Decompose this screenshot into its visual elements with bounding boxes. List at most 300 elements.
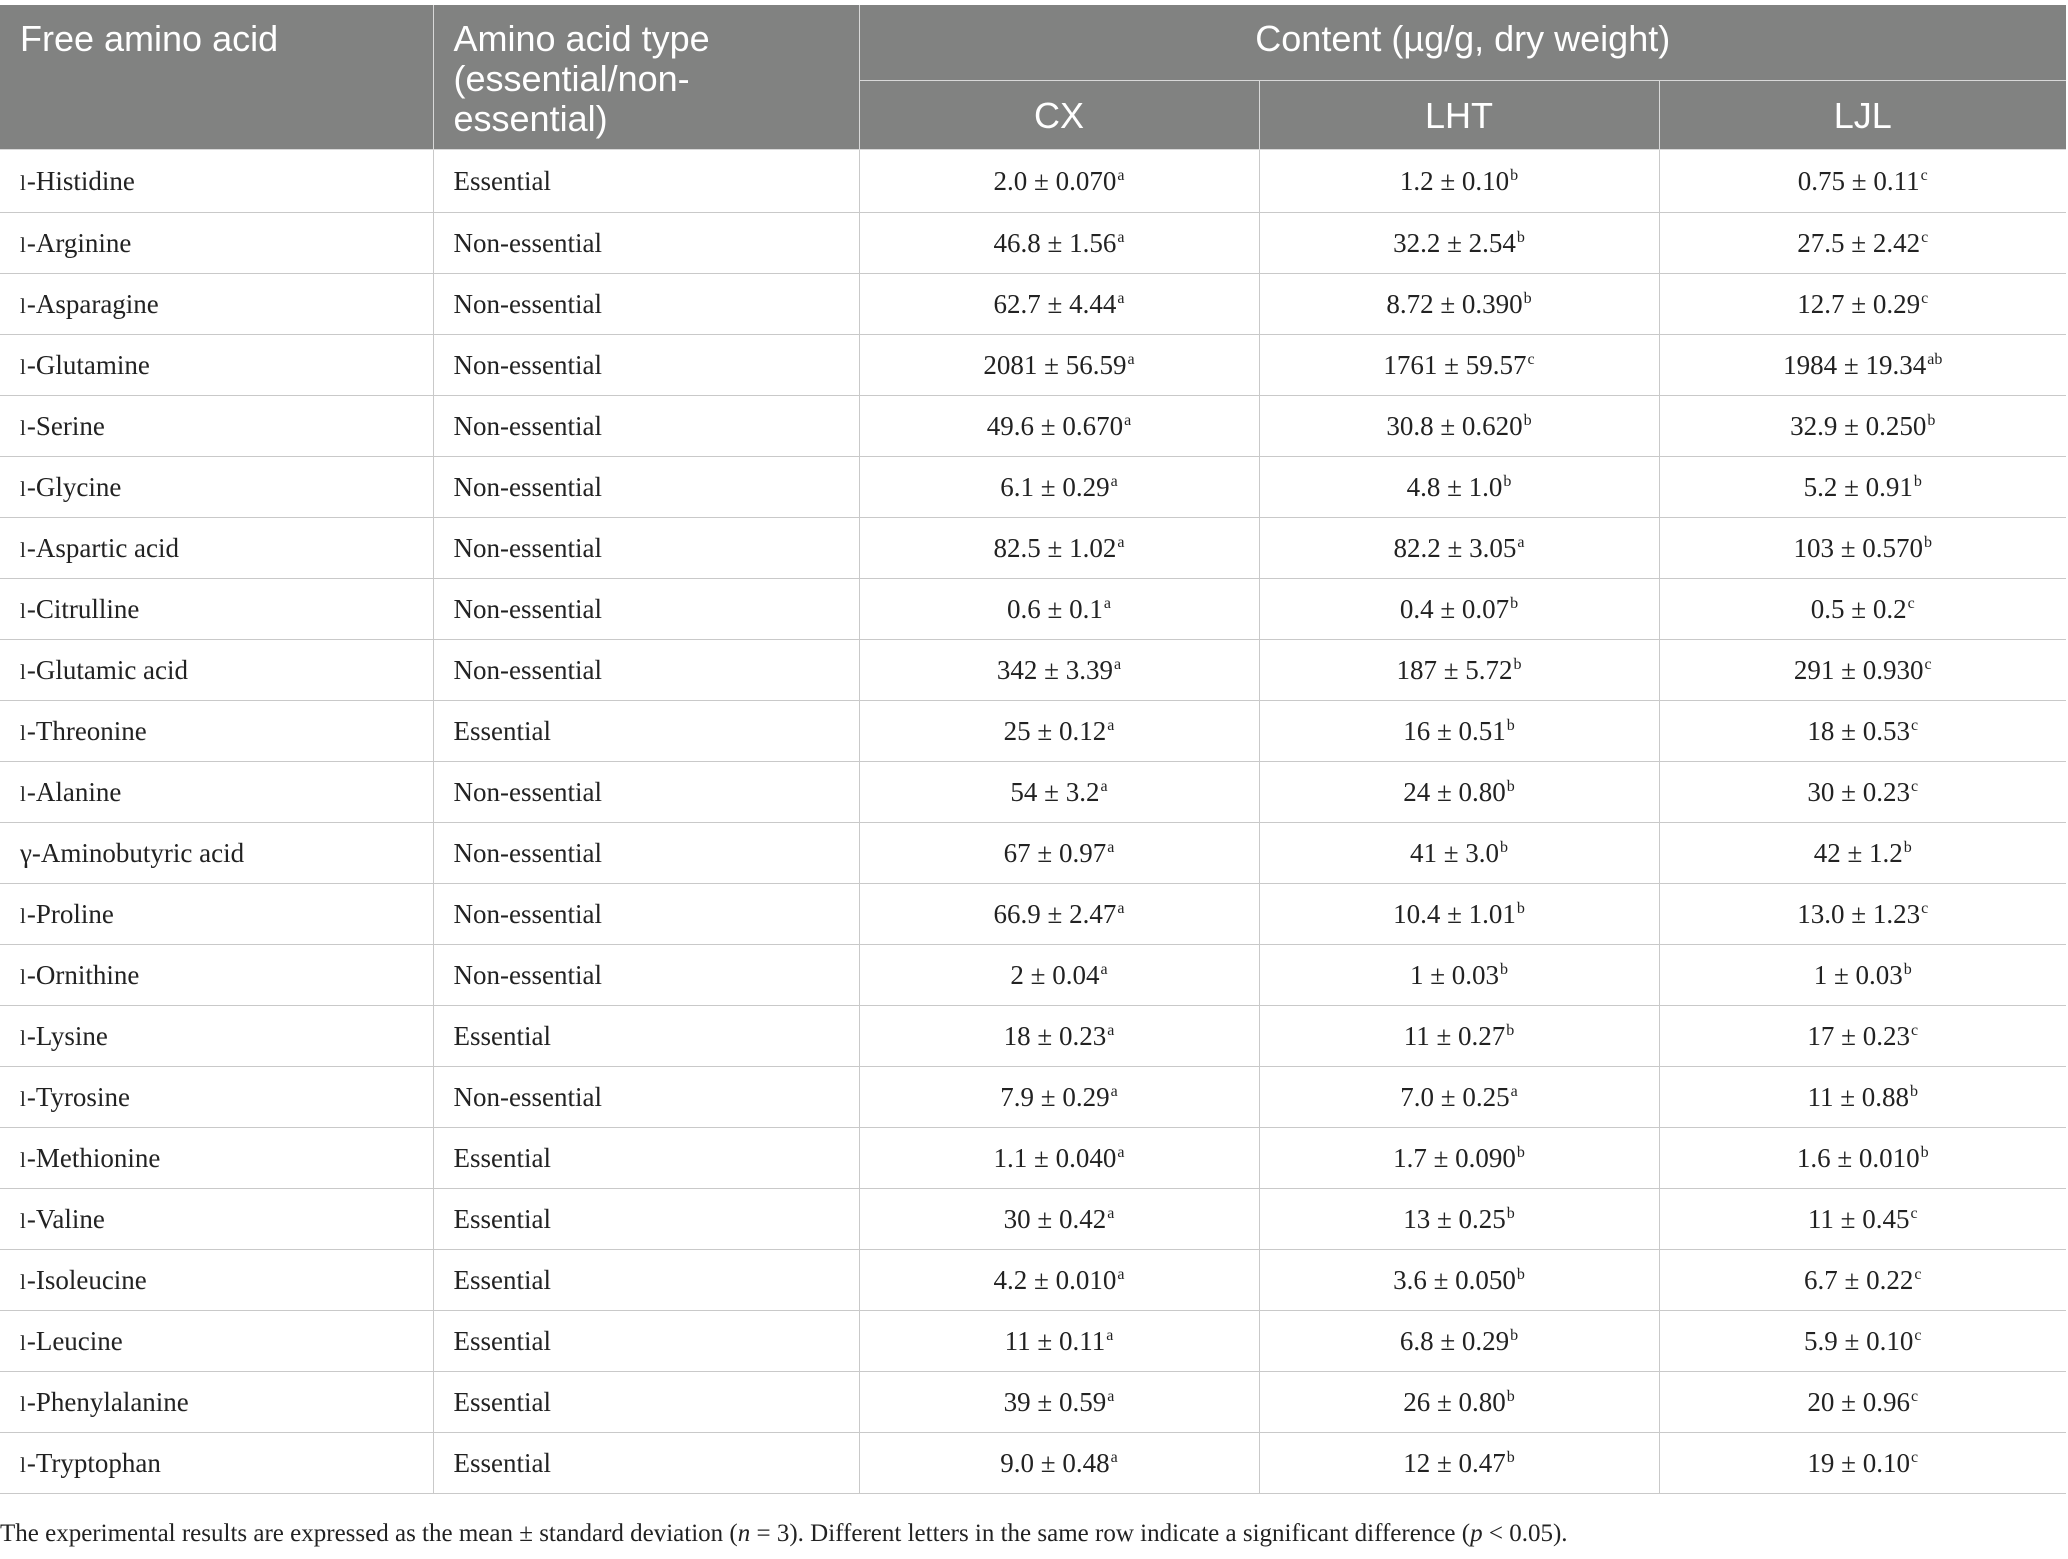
cell-content-ljl	[1659, 396, 2066, 457]
cell-content-lht	[1259, 1067, 1659, 1128]
significance-letter: a	[1107, 1387, 1115, 1405]
cell-content-ljl	[1659, 335, 2066, 396]
cell-content-lht	[1259, 640, 1659, 701]
cell-content-ljl	[1659, 150, 2066, 213]
content-value: 1.2 ± 0.10	[1399, 165, 1510, 196]
cell-content-lht	[1259, 1128, 1659, 1189]
cell-amino-acid-type: Non-essential	[433, 762, 859, 823]
significance-letter: c	[1910, 1387, 1919, 1405]
significance-letter: b	[1500, 838, 1509, 856]
cell-content-cx	[859, 335, 1259, 396]
cell-content-ljl	[1659, 1067, 2066, 1128]
content-value: 8.72 ± 0.390	[1386, 288, 1523, 319]
content-value: 11 ± 0.88	[1807, 1081, 1910, 1112]
significance-letter: c	[1910, 1204, 1918, 1222]
header-amino-acid-type: Amino acid type (essential/non-essential)	[433, 5, 859, 150]
significance-letter: b	[1927, 411, 1936, 429]
footnote-p: p	[1470, 1520, 1483, 1547]
significance-letter: b	[1506, 1387, 1515, 1405]
stereo-prefix: l	[20, 1147, 27, 1172]
amino-acid-name: -Alanine	[26, 776, 122, 807]
significance-letter: a	[1117, 228, 1125, 246]
table-footnote	[0, 1520, 2066, 1548]
content-value: 12 ± 0.47	[1403, 1447, 1506, 1478]
significance-letter: c	[1914, 1265, 1922, 1283]
significance-letter: b	[1903, 960, 1912, 978]
amino-acid-name: -Methionine	[26, 1142, 161, 1173]
stereo-prefix: l	[20, 964, 27, 989]
cell-amino-acid-type: Non-essential	[433, 1067, 859, 1128]
cell-content-lht	[1259, 579, 1659, 640]
cell-content-cx	[859, 1067, 1259, 1128]
content-value: 7.9 ± 0.29	[1000, 1081, 1110, 1112]
cell-content-lht	[1259, 457, 1659, 518]
amino-acid-name: -Glutamic acid	[26, 654, 189, 685]
cell-content-lht	[1259, 884, 1659, 945]
amino-acid-name: γ-Aminobutyric acid	[20, 837, 245, 868]
header-sample-lht: LHT	[1259, 80, 1659, 150]
stereo-prefix: l	[20, 415, 27, 440]
content-value: 42 ± 1.2	[1813, 837, 1903, 868]
table-row	[0, 945, 2066, 1006]
stereo-prefix: l	[20, 720, 27, 745]
amino-acid-name: -Valine	[26, 1203, 105, 1234]
table-row	[0, 701, 2066, 762]
significance-letter: b	[1516, 228, 1525, 246]
cell-amino-acid-name	[0, 1189, 433, 1250]
content-value: 32.9 ± 0.250	[1790, 410, 1927, 441]
content-value: 1 ± 0.03	[1409, 959, 1500, 990]
table-row	[0, 1250, 2066, 1311]
significance-letter: b	[1523, 289, 1532, 307]
cell-amino-acid-name	[0, 274, 433, 335]
cell-amino-acid-type: Non-essential	[433, 213, 859, 274]
significance-letter: a	[1103, 594, 1111, 612]
content-value: 5.9 ± 0.10	[1804, 1325, 1914, 1356]
footnote-part3: < 0.05).	[1482, 1520, 1568, 1547]
table-row	[0, 335, 2066, 396]
cell-amino-acid-name	[0, 1067, 433, 1128]
content-value: 2081 ± 56.59	[983, 349, 1127, 380]
content-value: 1984 ± 19.34	[1783, 349, 1927, 380]
table-row	[0, 884, 2066, 945]
cell-content-cx	[859, 1372, 1259, 1433]
significance-letter: a	[1117, 1143, 1125, 1161]
cell-amino-acid-name	[0, 762, 433, 823]
significance-letter: c	[1910, 1021, 1919, 1039]
content-value: 103 ± 0.570	[1793, 532, 1924, 563]
significance-letter: b	[1510, 1326, 1519, 1344]
cell-content-cx	[859, 1128, 1259, 1189]
significance-letter: a	[1124, 411, 1132, 429]
significance-letter: ab	[1927, 350, 1943, 368]
cell-content-ljl	[1659, 1372, 2066, 1433]
content-value: 82.2 ± 3.05	[1393, 532, 1517, 563]
content-value: 30 ± 0.23	[1807, 776, 1910, 807]
table-row	[0, 1189, 2066, 1250]
significance-letter: a	[1107, 1204, 1115, 1222]
content-value: 342 ± 3.39	[996, 654, 1113, 685]
cell-amino-acid-name	[0, 701, 433, 762]
table-row	[0, 1311, 2066, 1372]
significance-letter: b	[1506, 716, 1515, 734]
table-row	[0, 579, 2066, 640]
stereo-prefix: l	[20, 1330, 27, 1355]
significance-letter: a	[1107, 716, 1115, 734]
stereo-prefix: l	[20, 354, 27, 379]
cell-content-lht	[1259, 335, 1659, 396]
significance-letter: b	[1506, 777, 1515, 795]
content-value: 0.6 ± 0.1	[1007, 593, 1103, 624]
stereo-prefix: l	[20, 1086, 27, 1111]
significance-letter: c	[1910, 1448, 1919, 1466]
significance-letter: a	[1107, 838, 1115, 856]
table-header	[0, 5, 2066, 150]
cell-content-cx	[859, 762, 1259, 823]
cell-content-lht	[1259, 1250, 1659, 1311]
amino-acid-name: -Tryptophan	[26, 1447, 161, 1478]
significance-letter: a	[1110, 1082, 1118, 1100]
cell-amino-acid-name	[0, 640, 433, 701]
significance-letter: b	[1523, 411, 1532, 429]
significance-letter: a	[1117, 533, 1125, 551]
cell-amino-acid-type: Essential	[433, 1128, 859, 1189]
content-value: 1.1 ± 0.040	[993, 1142, 1117, 1173]
content-value: 5.2 ± 0.91	[1803, 471, 1913, 502]
content-value: 1.6 ± 0.010	[1796, 1142, 1920, 1173]
header-sample-cx: CX	[859, 80, 1259, 150]
stereo-prefix: l	[20, 1391, 27, 1416]
cell-content-cx	[859, 457, 1259, 518]
content-value: 3.6 ± 0.050	[1393, 1264, 1516, 1295]
cell-content-lht	[1259, 274, 1659, 335]
cell-amino-acid-name	[0, 335, 433, 396]
content-value: 0.5 ± 0.2	[1810, 593, 1907, 624]
cell-amino-acid-type: Non-essential	[433, 640, 859, 701]
table-row	[0, 396, 2066, 457]
significance-letter: c	[1907, 594, 1915, 612]
footnote-n: n	[737, 1520, 751, 1547]
cell-amino-acid-type: Non-essential	[433, 274, 859, 335]
table-row	[0, 640, 2066, 701]
cell-content-ljl	[1659, 701, 2066, 762]
cell-content-lht	[1259, 396, 1659, 457]
header-content: Content (µg/g, dry weight)	[859, 5, 2066, 80]
cell-content-ljl	[1659, 579, 2066, 640]
stereo-prefix: l	[20, 1025, 27, 1050]
cell-content-cx	[859, 823, 1259, 884]
content-value: 46.8 ± 1.56	[993, 227, 1117, 258]
stereo-prefix: l	[20, 537, 27, 562]
significance-letter: b	[1903, 838, 1912, 856]
cell-content-lht	[1259, 1006, 1659, 1067]
cell-content-ljl	[1659, 640, 2066, 701]
header-sample-ljl: LJL	[1659, 80, 2066, 150]
cell-amino-acid-name	[0, 518, 433, 579]
content-value: 1.7 ± 0.090	[1393, 1142, 1516, 1173]
significance-letter: b	[1510, 166, 1519, 184]
table-body	[0, 150, 2066, 1494]
table-row	[0, 150, 2066, 213]
amino-acid-name: -Ornithine	[26, 959, 140, 990]
significance-letter: b	[1500, 960, 1509, 978]
cell-content-cx	[859, 518, 1259, 579]
content-value: 25 ± 0.12	[1003, 715, 1107, 746]
cell-content-ljl	[1659, 1189, 2066, 1250]
cell-content-cx	[859, 1189, 1259, 1250]
content-value: 62.7 ± 4.44	[993, 288, 1117, 319]
significance-letter: b	[1503, 472, 1512, 490]
significance-letter: a	[1106, 1326, 1114, 1344]
content-value: 4.2 ± 0.010	[993, 1264, 1117, 1295]
table-row	[0, 457, 2066, 518]
significance-letter: b	[1506, 1021, 1515, 1039]
content-value: 18 ± 0.53	[1807, 715, 1910, 746]
amino-acid-name: -Serine	[26, 410, 105, 441]
table-row	[0, 1067, 2066, 1128]
content-value: 18 ± 0.23	[1003, 1020, 1107, 1051]
significance-letter: a	[1107, 1021, 1115, 1039]
content-value: 24 ± 0.80	[1403, 776, 1506, 807]
content-value: 6.1 ± 0.29	[1000, 471, 1110, 502]
content-value: 291 ± 0.930	[1793, 654, 1924, 685]
cell-amino-acid-type: Essential	[433, 1250, 859, 1311]
amino-acid-name: -Threonine	[26, 715, 147, 746]
significance-letter: c	[1920, 166, 1928, 184]
cell-content-lht	[1259, 1189, 1659, 1250]
cell-content-ljl	[1659, 762, 2066, 823]
cell-amino-acid-name	[0, 579, 433, 640]
content-value: 19 ± 0.10	[1807, 1447, 1910, 1478]
content-value: 67 ± 0.97	[1003, 837, 1107, 868]
footnote-part1: The experimental results are expressed as the mean ± standard deviation (	[0, 1520, 738, 1547]
cell-content-cx	[859, 396, 1259, 457]
cell-amino-acid-type: Essential	[433, 1433, 859, 1494]
table-row	[0, 823, 2066, 884]
significance-letter: b	[1513, 655, 1522, 673]
amino-acid-name: -Arginine	[26, 227, 132, 258]
cell-amino-acid-name	[0, 213, 433, 274]
content-value: 30.8 ± 0.620	[1386, 410, 1523, 441]
cell-content-cx	[859, 274, 1259, 335]
significance-letter: a	[1113, 655, 1122, 673]
content-value: 82.5 ± 1.02	[993, 532, 1117, 563]
cell-content-lht	[1259, 762, 1659, 823]
stereo-prefix: l	[20, 232, 27, 257]
significance-letter: c	[1921, 899, 1929, 917]
table-row	[0, 1372, 2066, 1433]
cell-content-cx	[859, 1433, 1259, 1494]
content-value: 0.75 ± 0.11	[1797, 165, 1920, 196]
content-value: 9.0 ± 0.48	[1000, 1447, 1110, 1478]
cell-content-cx	[859, 213, 1259, 274]
cell-content-ljl	[1659, 1128, 2066, 1189]
cell-content-ljl	[1659, 1250, 2066, 1311]
significance-letter: b	[1506, 1204, 1515, 1222]
content-value: 30 ± 0.42	[1003, 1203, 1107, 1234]
content-value: 13 ± 0.25	[1403, 1203, 1506, 1234]
cell-amino-acid-type: Essential	[433, 1372, 859, 1433]
amino-acid-name: -Leucine	[26, 1325, 123, 1356]
header-free-amino-acid: Free amino acid	[0, 5, 433, 150]
cell-amino-acid-name	[0, 884, 433, 945]
cell-amino-acid-type: Non-essential	[433, 396, 859, 457]
content-value: 17 ± 0.23	[1807, 1020, 1910, 1051]
cell-amino-acid-type: Non-essential	[433, 945, 859, 1006]
amino-acid-table-container	[0, 5, 2066, 1494]
stereo-prefix: l	[20, 781, 27, 806]
cell-content-ljl	[1659, 213, 2066, 274]
content-value: 4.8 ± 1.0	[1406, 471, 1503, 502]
significance-letter: c	[1924, 655, 1932, 673]
content-value: 2.0 ± 0.070	[993, 165, 1117, 196]
stereo-prefix: l	[20, 293, 27, 318]
significance-letter: b	[1910, 1082, 1919, 1100]
significance-letter: c	[1914, 1326, 1922, 1344]
cell-content-ljl	[1659, 1433, 2066, 1494]
cell-content-cx	[859, 579, 1259, 640]
significance-letter: a	[1127, 350, 1135, 368]
significance-letter: c	[1527, 350, 1535, 368]
significance-letter: a	[1110, 472, 1118, 490]
table-row	[0, 274, 2066, 335]
cell-content-lht	[1259, 1433, 1659, 1494]
cell-amino-acid-type: Non-essential	[433, 579, 859, 640]
cell-amino-acid-name	[0, 1128, 433, 1189]
stereo-prefix: l	[20, 659, 27, 684]
significance-letter: a	[1117, 899, 1125, 917]
amino-acid-name: -Glycine	[26, 471, 122, 502]
table-row	[0, 1006, 2066, 1067]
significance-letter: c	[1921, 228, 1929, 246]
amino-acid-name: -Histidine	[26, 165, 135, 196]
amino-acid-name: -Tyrosine	[26, 1081, 130, 1112]
amino-acid-name: -Glutamine	[26, 349, 150, 380]
cell-content-lht	[1259, 1372, 1659, 1433]
significance-letter: a	[1100, 777, 1108, 795]
content-value: 32.2 ± 2.54	[1393, 227, 1516, 258]
content-value: 20 ± 0.96	[1807, 1386, 1910, 1417]
content-value: 11 ± 0.11	[1004, 1325, 1106, 1356]
cell-content-cx	[859, 150, 1259, 213]
table-row	[0, 518, 2066, 579]
cell-amino-acid-type: Non-essential	[433, 884, 859, 945]
stereo-prefix: l	[20, 1269, 27, 1294]
stereo-prefix: l	[20, 1452, 27, 1477]
significance-letter: b	[1516, 899, 1525, 917]
stereo-prefix: l	[20, 170, 27, 195]
content-value: 7.0 ± 0.25	[1400, 1081, 1510, 1112]
significance-letter: c	[1910, 777, 1919, 795]
amino-acid-name: -Citrulline	[26, 593, 140, 624]
cell-content-ljl	[1659, 823, 2066, 884]
cell-amino-acid-name	[0, 1311, 433, 1372]
cell-amino-acid-type: Non-essential	[433, 457, 859, 518]
content-value: 26 ± 0.80	[1403, 1386, 1506, 1417]
content-value: 54 ± 3.2	[1010, 776, 1100, 807]
cell-content-ljl	[1659, 457, 2066, 518]
content-value: 10.4 ± 1.01	[1393, 898, 1516, 929]
significance-letter: b	[1516, 1265, 1525, 1283]
significance-letter: a	[1110, 1448, 1118, 1466]
cell-content-lht	[1259, 945, 1659, 1006]
amino-acid-name: -Lysine	[26, 1020, 108, 1051]
significance-letter: a	[1117, 1265, 1125, 1283]
table-row	[0, 1128, 2066, 1189]
significance-letter: b	[1913, 472, 1922, 490]
cell-amino-acid-type: Essential	[433, 701, 859, 762]
content-value: 11 ± 0.45	[1807, 1203, 1910, 1234]
significance-letter: a	[1100, 960, 1108, 978]
table-row	[0, 1433, 2066, 1494]
significance-letter: b	[1510, 594, 1519, 612]
cell-content-lht	[1259, 150, 1659, 213]
content-value: 2 ± 0.04	[1010, 959, 1100, 990]
cell-amino-acid-type: Non-essential	[433, 518, 859, 579]
content-value: 11 ± 0.27	[1403, 1020, 1506, 1051]
content-value: 13.0 ± 1.23	[1797, 898, 1921, 929]
content-value: 16 ± 0.51	[1403, 715, 1506, 746]
cell-content-lht	[1259, 823, 1659, 884]
content-value: 27.5 ± 2.42	[1797, 227, 1921, 258]
significance-letter: a	[1117, 166, 1125, 184]
cell-content-cx	[859, 1006, 1259, 1067]
cell-content-ljl	[1659, 884, 2066, 945]
content-value: 0.4 ± 0.07	[1399, 593, 1510, 624]
content-value: 49.6 ± 0.670	[986, 410, 1124, 441]
amino-acid-name: -Asparagine	[26, 288, 159, 319]
cell-amino-acid-type: Essential	[433, 1311, 859, 1372]
significance-letter: c	[1921, 289, 1929, 307]
cell-amino-acid-type: Non-essential	[433, 823, 859, 884]
cell-amino-acid-name	[0, 150, 433, 213]
amino-acid-table	[0, 5, 2066, 1494]
amino-acid-name: -Phenylalanine	[26, 1386, 189, 1417]
cell-amino-acid-name	[0, 396, 433, 457]
cell-content-lht	[1259, 701, 1659, 762]
table-row	[0, 762, 2066, 823]
significance-letter: b	[1924, 533, 1933, 551]
amino-acid-name: -Aspartic acid	[26, 532, 180, 563]
significance-letter: a	[1117, 289, 1125, 307]
content-value: 1761 ± 59.57	[1383, 349, 1527, 380]
cell-content-ljl	[1659, 274, 2066, 335]
content-value: 12.7 ± 0.29	[1797, 288, 1921, 319]
cell-amino-acid-name	[0, 945, 433, 1006]
stereo-prefix: l	[20, 598, 27, 623]
significance-letter: c	[1910, 716, 1919, 734]
footnote-part2: = 3). Different letters in the same row indicate a significant difference (	[750, 1520, 1471, 1547]
cell-content-ljl	[1659, 518, 2066, 579]
cell-content-ljl	[1659, 945, 2066, 1006]
cell-amino-acid-name	[0, 1250, 433, 1311]
cell-content-cx	[859, 640, 1259, 701]
content-value: 6.8 ± 0.29	[1399, 1325, 1510, 1356]
cell-amino-acid-type: Essential	[433, 150, 859, 213]
cell-content-cx	[859, 701, 1259, 762]
cell-content-cx	[859, 1250, 1259, 1311]
cell-content-cx	[859, 945, 1259, 1006]
cell-amino-acid-type: Non-essential	[433, 335, 859, 396]
cell-amino-acid-name	[0, 1372, 433, 1433]
significance-letter: a	[1517, 533, 1525, 551]
amino-acid-name: -Proline	[26, 898, 114, 929]
cell-amino-acid-name	[0, 1433, 433, 1494]
significance-letter: a	[1510, 1082, 1518, 1100]
stereo-prefix: l	[20, 476, 27, 501]
stereo-prefix: l	[20, 1208, 27, 1233]
cell-content-ljl	[1659, 1311, 2066, 1372]
